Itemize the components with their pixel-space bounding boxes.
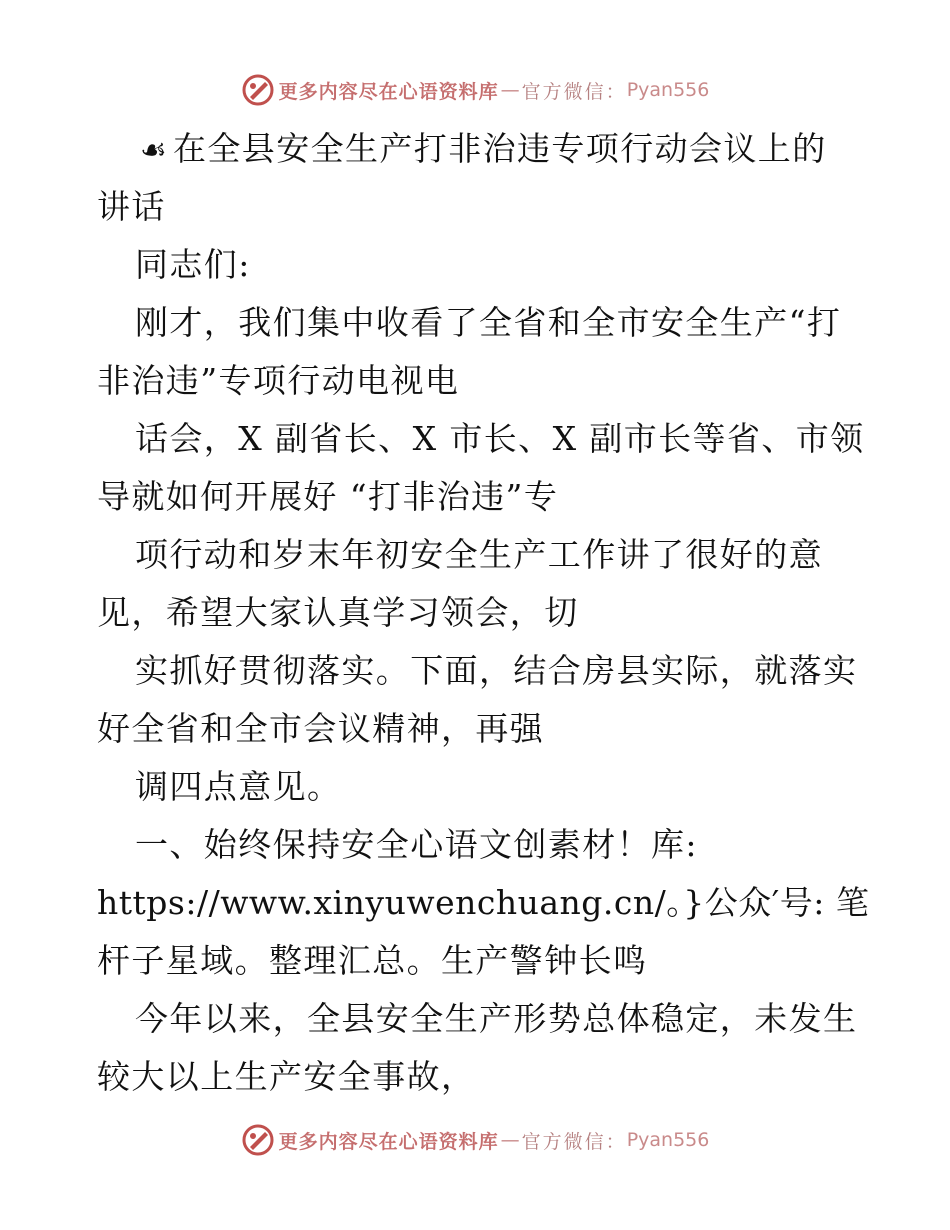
text-line-content: 项行动和岁末年初安全生产工作讲了很好的意: [135, 535, 823, 574]
text-line-content: 杆子星域。整理汇总。生产警钟长鸣: [97, 941, 648, 980]
text-line: [97, 700, 867, 758]
document-body: [97, 120, 870, 1106]
text-line-content: 调四点意见。: [135, 767, 342, 806]
text-line: [97, 990, 867, 1048]
watermark-wechat-id: Pyan556: [626, 79, 710, 101]
watermark-header: [0, 70, 950, 110]
text-line: [97, 932, 867, 990]
fleuron-icon: ☙: [139, 133, 169, 168]
text-line: [97, 468, 867, 526]
watermark-brand: 更多内容尽在心语资料库: [278, 1130, 499, 1153]
text-line: [97, 526, 867, 584]
watermark-wechat-id: Pyan556: [626, 1129, 710, 1151]
watermark-label: 官方微信：: [521, 1130, 627, 1153]
text-line: [97, 178, 867, 236]
text-line-content: https://www.xinyuwenchuang.cn/。}公众′号: 笔: [97, 883, 870, 922]
text-line: [97, 1048, 867, 1106]
text-line: [97, 758, 867, 816]
text-line-content: 见，希望大家认真学习领会，切: [97, 593, 579, 632]
text-line: [97, 120, 867, 178]
text-line-content: 实抓好贯彻落实。下面，结合房县实际，就落实: [135, 651, 858, 690]
text-line: [97, 294, 867, 352]
text-line: [97, 584, 867, 642]
text-line: [97, 410, 867, 468]
watermark-label: 官方微信：: [521, 80, 627, 103]
text-line-content: 今年以来，全县安全生产形势总体稳定，未发生: [135, 999, 858, 1038]
text-line-content: 好全省和全市会议精神，再强: [97, 709, 545, 748]
text-line: [97, 874, 870, 932]
text-line-content: 同志们:: [135, 245, 251, 284]
text-line-content: 在全县安全生产打非治违专项行动会议上的: [173, 129, 827, 168]
watermark-dash: —: [500, 79, 520, 101]
text-line-content: 导就如何开展好 “打非治违”专: [97, 477, 559, 516]
text-line-content: 非治违”专项行动电视电: [97, 361, 460, 400]
logo-icon: [241, 73, 275, 107]
text-line: [97, 642, 867, 700]
text-line: [97, 236, 867, 294]
watermark-dash: —: [500, 1129, 520, 1151]
logo-icon: [241, 1123, 275, 1157]
text-line: [97, 352, 867, 410]
text-line: [97, 816, 867, 874]
text-line-content: 话会，X 副省长、X 市长、X 副市长等省、市领: [135, 419, 865, 458]
text-line-content: 一、始终保持安全心语文创素材！库:: [135, 825, 698, 864]
watermark-footer: [0, 1120, 950, 1160]
text-line-content: 较大以上生产安全事故，: [97, 1057, 476, 1096]
text-line-content: 讲话: [97, 187, 166, 226]
watermark-brand: 更多内容尽在心语资料库: [278, 80, 499, 103]
text-line-content: 刚才，我们集中收看了全省和全市安全生产“打: [135, 303, 842, 342]
